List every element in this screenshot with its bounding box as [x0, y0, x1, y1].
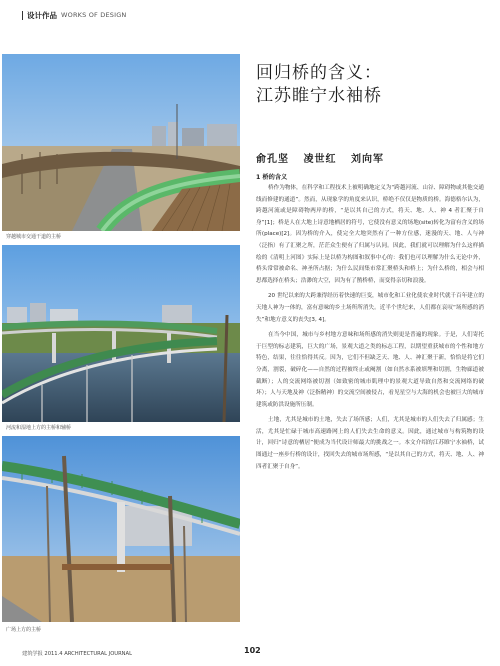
article-title-line2: 江苏睢宁水袖桥 [256, 85, 382, 106]
page-number: 102 [244, 646, 261, 655]
page-header [22, 8, 127, 22]
section-heading: 1 桥的含义 [256, 174, 288, 181]
photo-caption-1: 穿越城市交通干道的主桥 [6, 234, 62, 240]
photo-bridge-over-plaza [2, 436, 240, 622]
body-paragraph: 桥作为物体，在科学和工程技术上被明确地定义为“跨越河流、山谷、障碍物或其他交通线而修建的通道”。然而，从现象学的角度来认识，桥绝不仅仅是物质的桥。海德格尔认为，跨越河流或是障碍物两岸的桥，“是以其自己的方式，将天、地、人、神 4 者汇聚于自身”[1]；桥是人在大地上诗意地栖居的符号，它使没有意义的场地(site)转化为富有含义的场所(place)[2]。因为桥的介入，使完全大地突然有了一种方位感，迷漫的天、地、人与神（泛指）有了汇聚之所，茫茫众生便有了归属与认同。因此，我们就可以理解为什么这样描绘的《清明上河图》实际上是以桥为构图和叙事中心的：我们也可以理解为什么无论中外，桥头常常被命名、神圣所占据；为什么民间集市常汇聚桥头和桥上；为什么桥的，相会与相思都选择在桥头；浩渺的大空，因为有了鹊桥桥，而变得亲切和浪漫。 [256, 185, 484, 284]
photo-caption-2: 河流和湿地上方的主桥和辅桥 [6, 425, 72, 431]
journal-footer: 建筑学报 2011.4 ARCHITECTURAL JOURNAL [22, 651, 132, 657]
body-paragraph: 在当今中国，城市与乡村地方意味和场所感的消失则更是普遍的现象。于是，人们寄托于巨型的标志建筑，巨大的广场，景观大道之类的标志工程，以期望重获城市的个性和地方特色，结果，往往恰得其反。因为，它们不但缺乏天、地、人、神汇聚于新，恰恰是将它们分离，割裂，破碎化——自然的过程被终止或阉割（如自然水系被填埋和切割，生物廊道被截断）；人的交流网络被切割（如致密的城市肌理中的景观大道导致自然和交流网络的破坏）；人与天地及神（泛指精神）的交流空间被侵占，看见星空与大海的机会也被巨大的城市建筑或防洪设施所压制。 [256, 332, 484, 408]
author-name: 刘向军 [350, 154, 384, 165]
photo-bridge-over-plaza-image [2, 436, 240, 622]
article-title [256, 62, 382, 108]
photo-bridge-over-road [2, 54, 240, 231]
body-paragraph: 20 世纪以来的大跨兼得经历着快速的巨变，城市化和工业化使农业时代就千百年建立的天地人神为一体的，富有意味的乡土场所所消失。近半个世纪来，人们都在哀叹“场所感的消失”和地方意义的丧失[3, 4]。 [256, 293, 484, 323]
section-label-cn: 设计作品 [27, 10, 57, 20]
author-name: 俞孔坚 [256, 154, 289, 165]
article-authors [256, 150, 394, 165]
section-label-en: WORKS OF DESIGN [61, 11, 127, 19]
article-body [256, 183, 484, 473]
photo-bridge-over-road-image [2, 54, 240, 231]
header-bar [22, 11, 23, 20]
photo-caption-3: 广场上方的主桥 [6, 627, 42, 633]
photo-bridge-over-river [2, 245, 240, 422]
author-name: 凌世红 [303, 154, 337, 165]
photo-bridge-over-river-image [2, 245, 240, 422]
body-paragraph: 土地，尤其是城市的土地，失去了场所感；人们，尤其是城市的人们失去了归属感；生活，尤其是忙碌于城市高速路网上的人们失去生命的意义。因此，通过城市与构筑物的设计，回归“诗意的栖居”便成为当代设计师最大的挑战之一。本文介绍的江苏睢宁水袖桥，试图通过一座步行桥的设计，找回失去的城市场所感，“是以其自己的方式，将天、地、人、神四者汇聚于自身”。 [256, 417, 484, 470]
article-title-line1: 回归桥的含义： [256, 63, 382, 83]
